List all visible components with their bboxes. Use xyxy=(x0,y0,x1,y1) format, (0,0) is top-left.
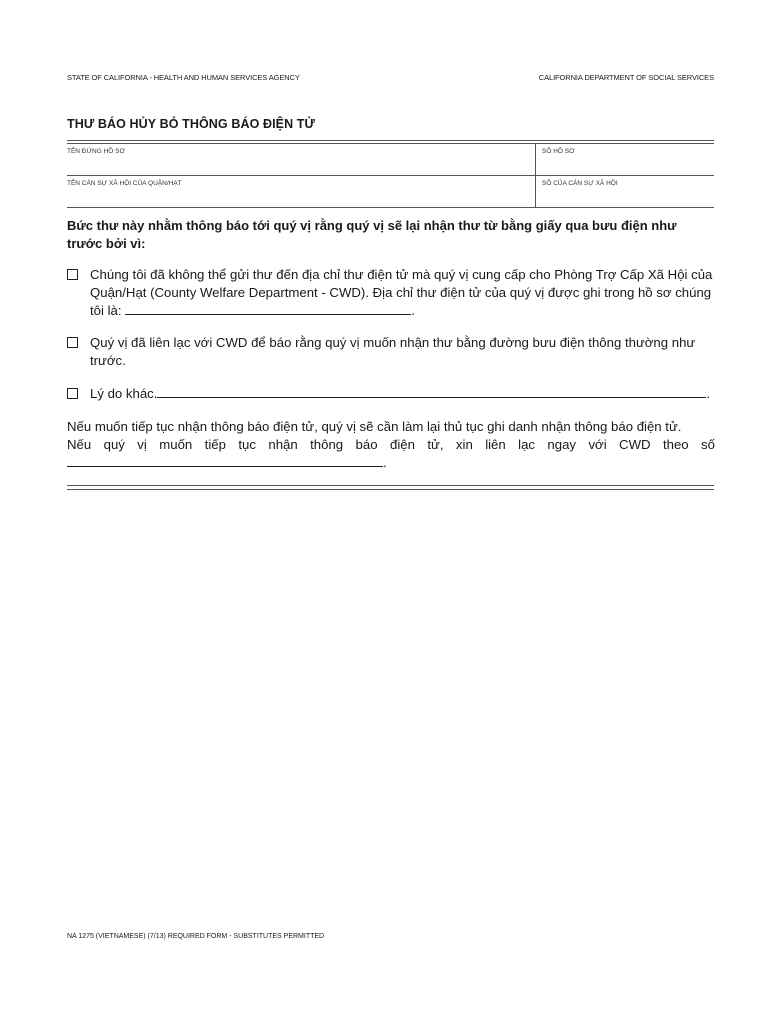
case-name-field[interactable]: TÊN ĐỨNG HỒ SƠ xyxy=(67,148,126,155)
re-enroll-paragraph xyxy=(67,418,715,472)
contact-cwd-line: Nếu quý vị muốn tiếp tục nhận thông báo điện tử, xin liên lạc ngay với CWD theo số xyxy=(67,437,715,452)
email-address-blank[interactable] xyxy=(125,302,411,315)
form-footer: NA 1275 (VIETNAMESE) (7/13) REQUIRED FORM - SUBSTITUTES PERMITTED xyxy=(67,933,325,940)
worker-number-field[interactable]: SỐ CỦA CÁN SỰ XÃ HỘI xyxy=(542,180,618,187)
agency-header: STATE OF CALIFORNIA - HEALTH AND HUMAN SERVICES AGENCY xyxy=(67,73,300,82)
reason-1-period: . xyxy=(411,303,415,318)
title-rule-bottom xyxy=(67,143,714,144)
reason-option-3 xyxy=(67,385,715,403)
phone-period: . xyxy=(383,455,387,470)
reason-3-text xyxy=(90,385,715,403)
form-title: THƯ BÁO HỦY BỎ THÔNG BÁO ĐIỆN TỬ xyxy=(67,117,316,131)
field-row-divider xyxy=(67,175,714,176)
other-reason-blank[interactable] xyxy=(157,385,706,398)
reason-2-label: Quý vị đã liên lạc với CWD để báo rằng quý vị muốn nhận thư bằng đường bưu điện thông thường như trước. xyxy=(90,335,696,368)
lead-statement: Bức thư này nhằm thông báo tới quý vị rằng quý vị sẽ lại nhận thư từ bằng giấy qua bưu điện như trước bởi vì: xyxy=(67,218,677,251)
re-enroll-line-1: Nếu muốn tiếp tục nhận thông báo điện tử, quý vị sẽ cần làm lại thủ tục ghi danh nhận thông báo điện tử. xyxy=(67,419,682,434)
reason-3-label: Lý do khác. xyxy=(90,386,158,401)
section-end-rule-top xyxy=(67,485,714,486)
reason-option-1 xyxy=(67,266,715,320)
worker-name-field[interactable]: TÊN CÁN SỰ XÃ HỘI CỦA QUẬN/HẠT xyxy=(67,180,182,187)
phone-blank-line xyxy=(67,454,715,472)
reason-3-period: . xyxy=(706,386,711,401)
field-grid-bottom xyxy=(67,207,714,208)
reason-1-checkbox[interactable] xyxy=(67,269,78,280)
section-end-rule-bottom xyxy=(67,489,714,490)
cwd-phone-blank[interactable] xyxy=(67,454,383,467)
case-number-field[interactable]: SỐ HỒ SƠ xyxy=(542,148,575,155)
reason-2-checkbox[interactable] xyxy=(67,337,78,348)
reason-option-2 xyxy=(67,334,715,370)
reason-1-label: Chúng tôi đã không thể gửi thư đến địa chỉ thư điện tử mà quý vị cung cấp cho Phòng Trợ Cấp Xã Hội của Quận/Hạt (County Welfare Department - CWD). Địa chỉ thư điện tử của quý vị được ghi trong hồ sơ chúng tôi là: xyxy=(90,267,713,318)
reason-1-text xyxy=(90,266,715,320)
reason-3-checkbox[interactable] xyxy=(67,388,78,399)
department-header: CALIFORNIA DEPARTMENT OF SOCIAL SERVICES xyxy=(538,73,714,82)
field-column-divider xyxy=(535,143,536,207)
title-rule-top xyxy=(67,140,714,141)
